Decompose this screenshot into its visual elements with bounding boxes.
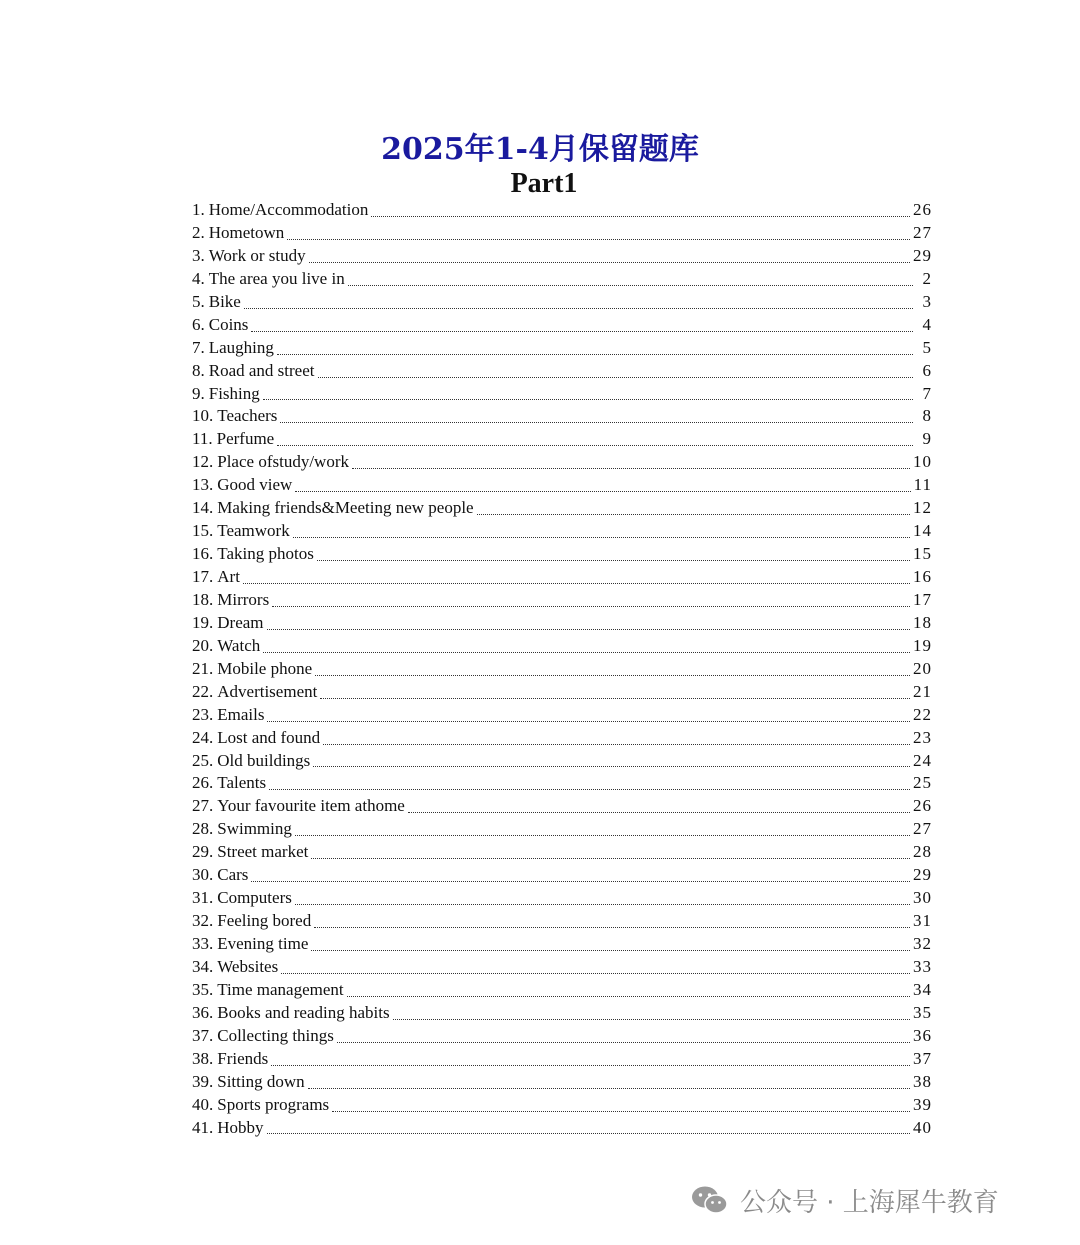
toc-entry bbox=[192, 245, 932, 268]
toc-leader-dots bbox=[243, 583, 910, 584]
toc-entry-page: 2 bbox=[922, 268, 932, 288]
toc-entry-page: 28 bbox=[913, 842, 932, 862]
toc-entry bbox=[192, 1071, 932, 1094]
toc-entry-number: 31. bbox=[192, 888, 214, 908]
toc-entry-number: 35. bbox=[192, 979, 214, 999]
toc-entry bbox=[192, 635, 932, 658]
toc-entry bbox=[192, 1002, 932, 1025]
toc-entry-number: 29. bbox=[192, 842, 214, 862]
toc-entry bbox=[192, 337, 932, 360]
toc-entry-label: Your favourite item athome bbox=[217, 796, 405, 816]
toc-entry-page: 27 bbox=[913, 819, 932, 839]
toc-leader-dots bbox=[320, 698, 910, 699]
toc-leader-dots bbox=[308, 1088, 910, 1089]
toc-entry-page: 3 bbox=[922, 291, 932, 311]
toc-entry-number: 15. bbox=[192, 521, 214, 541]
toc-entry-number: 8. bbox=[192, 360, 205, 380]
toc-leader-dots bbox=[277, 354, 913, 355]
toc-entry-label: Lost and found bbox=[217, 727, 321, 747]
toc-entry bbox=[192, 864, 932, 887]
toc-leader-dots bbox=[287, 239, 910, 240]
toc-entry-number: 33. bbox=[192, 934, 214, 953]
toc-entry-label: Evening time bbox=[217, 934, 309, 953]
toc-entry-page: 22 bbox=[913, 704, 932, 724]
toc-entry bbox=[192, 405, 932, 428]
toc-entry-page: 16 bbox=[913, 567, 932, 586]
toc-entry-page: 15 bbox=[913, 544, 932, 564]
toc-entry-page: 6 bbox=[922, 360, 932, 380]
toc-entry-page: 10 bbox=[913, 452, 932, 472]
toc-entry-page: 21 bbox=[913, 681, 932, 701]
toc-leader-dots bbox=[313, 766, 910, 767]
toc-entry-label: Perfume bbox=[216, 429, 275, 449]
toc-leader-dots bbox=[311, 950, 910, 951]
toc-entry-number: 20. bbox=[192, 635, 214, 655]
toc-entry-label: Advertisement bbox=[217, 681, 318, 701]
toc-entry-number: 40. bbox=[192, 1094, 214, 1114]
toc-leader-dots bbox=[311, 858, 910, 859]
toc-entry-number: 30. bbox=[192, 865, 214, 885]
toc-entry-page: 19 bbox=[913, 635, 932, 655]
toc-entry-page: 20 bbox=[913, 658, 932, 678]
toc-entry-label: Sports programs bbox=[217, 1094, 330, 1114]
toc-entry bbox=[192, 887, 932, 910]
toc-entry bbox=[192, 1048, 932, 1071]
toc-entry-label: Friends bbox=[217, 1048, 269, 1068]
toc-entry-page: 29 bbox=[913, 865, 932, 885]
toc-entry-label: Feeling bored bbox=[217, 911, 312, 931]
toc-entry bbox=[192, 956, 932, 979]
toc-entry-page: 12 bbox=[913, 498, 932, 518]
toc-entry bbox=[192, 222, 932, 245]
toc-entry-page: 30 bbox=[913, 888, 932, 908]
toc-entry-label: Coins bbox=[208, 314, 249, 334]
toc-entry bbox=[192, 383, 932, 406]
toc-entry-label: Hobby bbox=[217, 1117, 264, 1137]
toc-entry bbox=[192, 589, 932, 612]
toc-entry-number: 34. bbox=[192, 956, 214, 976]
toc-entry-page: 40 bbox=[913, 1117, 932, 1137]
toc-entry bbox=[192, 451, 932, 474]
toc-entry bbox=[192, 199, 932, 222]
toc-entry-page: 31 bbox=[913, 911, 932, 931]
toc-entry-page: 5 bbox=[922, 337, 932, 357]
toc-entry bbox=[192, 910, 932, 933]
toc-entry-number: 38. bbox=[192, 1048, 214, 1068]
toc-leader-dots bbox=[263, 399, 913, 400]
toc-leader-dots bbox=[347, 996, 910, 997]
toc-leader-dots bbox=[393, 1019, 910, 1020]
toc-entry-number: 39. bbox=[192, 1071, 214, 1091]
toc-leader-dots bbox=[280, 422, 913, 423]
toc-leader-dots bbox=[267, 721, 910, 722]
toc-entry bbox=[192, 658, 932, 681]
toc-entry-label: Emails bbox=[217, 704, 265, 724]
toc-leader-dots bbox=[272, 606, 910, 607]
toc-entry-page: 25 bbox=[913, 773, 932, 793]
toc-leader-dots bbox=[277, 445, 913, 446]
part-title: Part1 bbox=[510, 168, 578, 199]
toc-entry bbox=[192, 474, 932, 497]
toc-entry bbox=[192, 543, 932, 566]
toc-entry-number: 24. bbox=[192, 727, 214, 747]
toc-entry-label: Making friends&Meeting new people bbox=[217, 498, 474, 518]
toc-leader-dots bbox=[295, 904, 910, 905]
toc-entry-label: Dream bbox=[217, 612, 264, 632]
toc-leader-dots bbox=[317, 560, 910, 561]
toc-entry bbox=[192, 520, 932, 543]
toc-entry-page: 7 bbox=[922, 383, 932, 403]
toc-entry-page: 34 bbox=[913, 979, 932, 999]
toc-entry bbox=[192, 360, 932, 383]
toc-entry bbox=[192, 291, 932, 314]
toc-entry-number: 22. bbox=[192, 681, 214, 701]
toc-entry bbox=[192, 1117, 932, 1140]
toc-leader-dots bbox=[315, 675, 910, 676]
toc-entry-number: 6. bbox=[192, 314, 205, 334]
toc-leader-dots bbox=[244, 308, 913, 309]
toc-entry-page: 11 bbox=[913, 475, 932, 495]
toc-entry-number: 14. bbox=[192, 498, 214, 518]
toc-leader-dots bbox=[332, 1111, 910, 1112]
toc-entry-page: 26 bbox=[913, 796, 932, 816]
toc-entry-number: 10. bbox=[192, 406, 214, 426]
toc-entry-number: 36. bbox=[192, 1002, 214, 1022]
toc-entry-label: Road and street bbox=[208, 360, 315, 380]
toc-entry-label: Time management bbox=[217, 979, 344, 999]
toc-leader-dots bbox=[267, 1133, 910, 1134]
toc-entry-page: 8 bbox=[922, 406, 932, 426]
toc-entry bbox=[192, 704, 932, 727]
toc-entry bbox=[192, 314, 932, 337]
toc-leader-dots bbox=[337, 1042, 910, 1043]
toc-entry bbox=[192, 612, 932, 635]
toc-leader-dots bbox=[293, 537, 910, 538]
toc-entry bbox=[192, 841, 932, 864]
toc-entry-label: Computers bbox=[217, 888, 292, 908]
toc-entry-page: 23 bbox=[913, 727, 932, 747]
toc-entry-label: Art bbox=[217, 567, 240, 586]
toc-entry-page: 4 bbox=[922, 314, 932, 334]
toc-entry-number: 12. bbox=[192, 452, 214, 472]
toc-entry bbox=[192, 268, 932, 291]
toc-leader-dots bbox=[323, 744, 910, 745]
toc-entry-page: 26 bbox=[913, 200, 932, 219]
toc-entry-label: Laughing bbox=[208, 337, 274, 357]
toc-entry-number: 23. bbox=[192, 704, 214, 724]
toc-entry bbox=[192, 727, 932, 750]
toc-entry-page: 38 bbox=[913, 1071, 932, 1091]
toc-entry-label: Talents bbox=[217, 773, 267, 793]
toc-entry-number: 19. bbox=[192, 612, 214, 632]
toc-entry-number: 37. bbox=[192, 1025, 214, 1045]
toc-entry-number: 18. bbox=[192, 589, 214, 609]
toc-leader-dots bbox=[318, 377, 914, 378]
toc-entry-number: 3. bbox=[192, 245, 205, 265]
toc-entry bbox=[192, 1094, 932, 1117]
toc-entry-label: Bike bbox=[208, 291, 241, 311]
toc-entry-number: 27. bbox=[192, 796, 214, 816]
toc-entry-label: Old buildings bbox=[217, 750, 311, 770]
toc-entry-number: 9. bbox=[192, 383, 205, 403]
toc-entry-label: Mirrors bbox=[217, 589, 270, 609]
toc-entry bbox=[192, 795, 932, 818]
toc-entry-page: 32 bbox=[913, 934, 932, 953]
toc-entry-number: 7. bbox=[192, 337, 205, 357]
toc-leader-dots bbox=[314, 927, 910, 928]
toc-entry-number: 17. bbox=[192, 567, 214, 586]
toc-entry-number: 11. bbox=[192, 429, 213, 449]
toc-entry-label: Swimming bbox=[217, 819, 292, 839]
toc-leader-dots bbox=[263, 652, 910, 653]
toc-entry-label: Websites bbox=[217, 956, 279, 976]
toc-entry-page: 17 bbox=[913, 589, 932, 609]
toc-entry-page: 33 bbox=[913, 956, 932, 976]
toc-entry bbox=[192, 750, 932, 773]
toc-entry-number: 2. bbox=[192, 222, 205, 242]
toc-entry-label: Teachers bbox=[217, 406, 278, 426]
toc-entry-number: 41. bbox=[192, 1117, 214, 1137]
toc-entry bbox=[192, 566, 932, 589]
toc-leader-dots bbox=[352, 468, 910, 469]
toc-entry-number: 16. bbox=[192, 544, 214, 564]
toc-entry bbox=[192, 933, 932, 956]
toc-entry-number: 4. bbox=[192, 268, 205, 288]
toc-leader-dots bbox=[251, 881, 910, 882]
toc-entry-page: 9 bbox=[922, 429, 932, 449]
page-title: 2025年1-4月保留题库 bbox=[381, 132, 699, 167]
toc-entry-number: 26. bbox=[192, 773, 214, 793]
toc-entry-label: Mobile phone bbox=[217, 658, 313, 678]
toc-entry-page: 39 bbox=[913, 1094, 932, 1114]
watermark-text: 公众号 · 上海犀牛教育 bbox=[740, 1187, 999, 1218]
toc-entry-label: Sitting down bbox=[217, 1071, 305, 1091]
toc-entry-page: 35 bbox=[913, 1002, 932, 1022]
toc-entry-label: Street market bbox=[217, 842, 309, 862]
toc-entry bbox=[192, 772, 932, 795]
toc-entry-label: Good view bbox=[217, 475, 293, 495]
toc-leader-dots bbox=[251, 331, 913, 332]
toc-entry bbox=[192, 818, 932, 841]
table-of-contents bbox=[192, 199, 932, 1139]
toc-entry-page: 29 bbox=[913, 245, 932, 265]
toc-entry-number: 28. bbox=[192, 819, 214, 839]
toc-leader-dots bbox=[295, 491, 910, 492]
toc-leader-dots bbox=[309, 262, 910, 263]
toc-entry-label: Hometown bbox=[208, 222, 285, 242]
toc-leader-dots bbox=[269, 789, 910, 790]
toc-entry-page: 18 bbox=[913, 612, 932, 632]
toc-entry-number: 5. bbox=[192, 291, 205, 311]
toc-entry-label: Taking photos bbox=[217, 544, 314, 564]
toc-entry-label: The area you live in bbox=[208, 268, 345, 288]
toc-entry-page: 37 bbox=[913, 1048, 932, 1068]
toc-leader-dots bbox=[281, 973, 910, 974]
wechat-icon bbox=[690, 1184, 730, 1216]
toc-entry-label: Watch bbox=[217, 635, 261, 655]
toc-entry bbox=[192, 497, 932, 520]
toc-entry-page: 14 bbox=[913, 521, 932, 541]
toc-entry-number: 21. bbox=[192, 658, 214, 678]
toc-entry-page: 36 bbox=[913, 1025, 932, 1045]
toc-entry bbox=[192, 681, 932, 704]
toc-entry-label: Fishing bbox=[208, 383, 260, 403]
toc-leader-dots bbox=[348, 285, 913, 286]
toc-entry-label: Work or study bbox=[208, 245, 306, 265]
toc-entry-number: 1. bbox=[192, 200, 205, 219]
toc-entry-page: 27 bbox=[913, 222, 932, 242]
toc-entry-page: 24 bbox=[913, 750, 932, 770]
toc-entry-number: 32. bbox=[192, 911, 214, 931]
toc-entry-label: Cars bbox=[217, 865, 249, 885]
toc-entry-number: 13. bbox=[192, 475, 214, 495]
watermark bbox=[690, 1180, 999, 1220]
toc-leader-dots bbox=[295, 835, 910, 836]
toc-leader-dots bbox=[408, 812, 910, 813]
toc-entry-label: Home/Accommodation bbox=[208, 200, 369, 219]
toc-entry bbox=[192, 979, 932, 1002]
toc-entry-label: Teamwork bbox=[217, 521, 290, 541]
toc-entry-number: 25. bbox=[192, 750, 214, 770]
toc-leader-dots bbox=[371, 216, 910, 217]
toc-entry bbox=[192, 1025, 932, 1048]
toc-leader-dots bbox=[271, 1065, 910, 1066]
toc-entry-label: Place ofstudy/work bbox=[217, 452, 349, 472]
toc-leader-dots bbox=[267, 629, 910, 630]
toc-entry-label: Collecting things bbox=[217, 1025, 334, 1045]
toc-entry-label: Books and reading habits bbox=[217, 1002, 390, 1022]
toc-leader-dots bbox=[477, 514, 910, 515]
toc-entry bbox=[192, 428, 932, 451]
